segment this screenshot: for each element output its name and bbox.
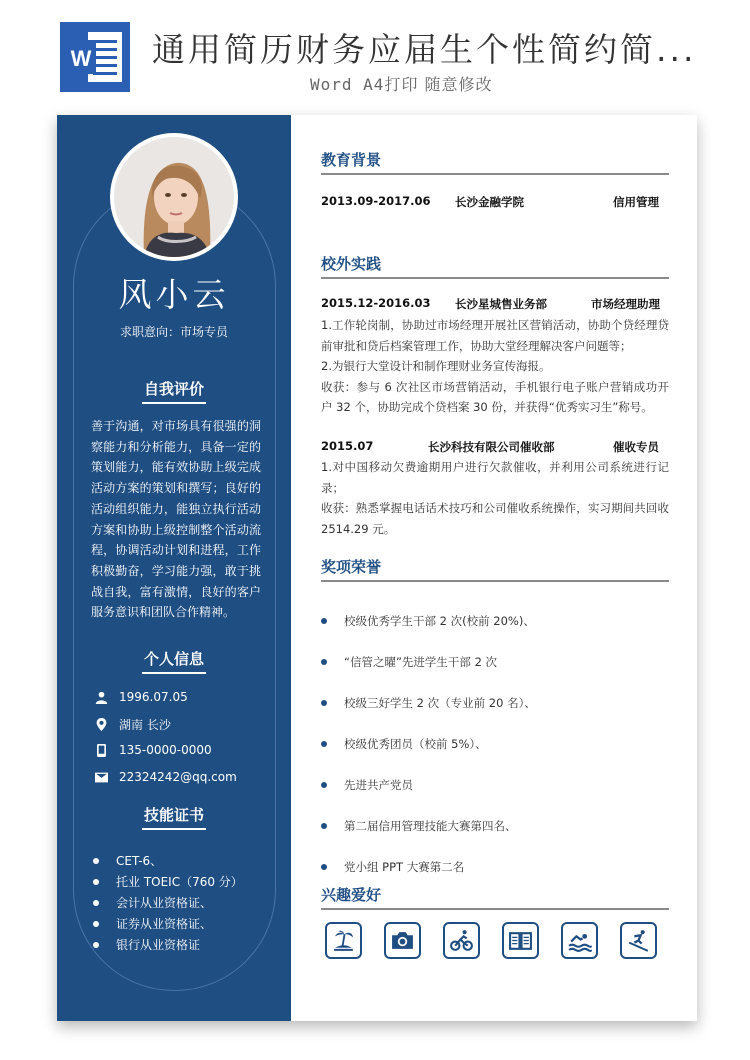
practice-role: 催收专员 [613,440,659,454]
education-row [321,194,659,212]
practice-org: 长沙科技有限公司催收部 [428,440,555,454]
mail-icon [93,769,109,785]
word-doc-icon [60,22,130,92]
info-phone: 135-0000-0000 [93,740,273,760]
person-icon [93,689,109,705]
info-email: 22324242@qq.com [93,767,273,787]
practice-description: 1.对中国移动欠费逾期用户进行欠款催收，并利用公司系统进行记录； 收获：熟悉掌握电话话术技巧和公司催收系统操作，实习期间共回收 2514.29 元。 [321,460,669,536]
document-subtitle [310,72,493,95]
practice-org: 长沙星城售业务部 [455,297,547,311]
award-item: 校级优秀学生干部 2 次(校前 20%)、 [321,600,669,641]
awards-list [321,600,669,887]
skill-item: 银行从业资格证 [93,934,273,955]
svg-text:W: W [70,46,92,71]
resume-main [321,115,669,1021]
skill-item: CET-6、 [93,850,273,871]
award-item: 校级三好学生 2 次（专业前 20 名）、 [321,682,669,723]
skills-list [93,850,273,955]
cycling-icon [443,922,480,959]
resume-sidebar [57,115,291,1021]
award-item: 党小组 PPT 大赛第二名 [321,846,669,887]
document-header [0,0,750,110]
avatar [110,133,238,261]
education-major: 信用管理 [613,195,659,209]
practice-row [321,296,659,314]
award-item: “信管之曜”先进学生干部 2 次 [321,641,669,682]
subtitle-note: 打印 随意修改 [384,75,493,94]
award-item: 第二届信用管理技能大赛第四名、 [321,805,669,846]
beach-travel-icon [325,922,362,959]
document-title: 通用简历财务应届生个性简约简... [152,30,697,69]
practice-row [321,439,659,457]
resume-page [57,115,697,1021]
practice-role: 市场经理助理 [591,297,660,311]
award-item: 先进共产党员 [321,764,669,805]
practice-date: 2015.07 [321,439,374,453]
section-title-skills: 技能证书 [57,804,291,830]
info-birthday: 1996.07.05 [93,687,273,707]
info-location: 湖南 长沙 [93,714,273,734]
section-title-practice: 校外实践 [321,253,669,279]
section-title-self-eval: 自我评价 [57,378,291,404]
education-date: 2013.09-2017.06 [321,194,431,208]
hobbies-row [325,922,661,962]
self-eval-text: 善于沟通，对市场具有很强的洞察能力和分析能力，具备一定的策划能力，能有效协助上级完成活动方案的策划和撰写；良好的活动组织能力，能独立执行活动方案和协助上级控制整个活动流程，协调活动计划和进程，工作积极勤奋，学习能力强，敢于挑战自我，富有激情，良好的客户服务意识和团队合作精神。 [91,419,261,620]
subtitle-format: Word A4 [310,75,385,94]
swimming-icon [561,922,598,959]
skill-item: 会计从业资格证、 [93,892,273,913]
skiing-icon [620,922,657,959]
section-title-personal-info: 个人信息 [57,648,291,674]
practice-date: 2015.12-2016.03 [321,296,431,310]
location-pin-icon [93,716,109,732]
education-school: 长沙金融学院 [455,195,524,209]
skill-item: 证券从业资格证、 [93,913,273,934]
book-reading-icon [502,922,539,959]
section-title-awards: 奖项荣誉 [321,556,669,582]
phone-icon [93,742,109,758]
camera-icon [384,922,421,959]
section-title-education: 教育背景 [321,149,669,175]
candidate-name: 风小云 [118,275,230,314]
section-title-hobbies: 兴趣爱好 [321,884,669,910]
job-intent: 求职意向：市场专员 [119,325,228,339]
practice-description: 1.工作轮岗制，协助过市场经理开展社区营销活动，协助个贷经理贷前审批和贷后档案管理工作，协助大堂经理解决客户问题等； 2.为银行大堂设计和制作理财业务宣传海报。 收获：参与 6 次社区市场营销活动，手机银行电子账户营销成功开户 32 个，协助完成个贷档案 30 份，并获得“优秀实习生”称号。 [321,318,669,415]
award-item: 校级优秀团员（校前 5%）、 [321,723,669,764]
skill-item: 托业 TOEIC（760 分） [93,871,273,892]
avatar-photo [114,137,234,257]
